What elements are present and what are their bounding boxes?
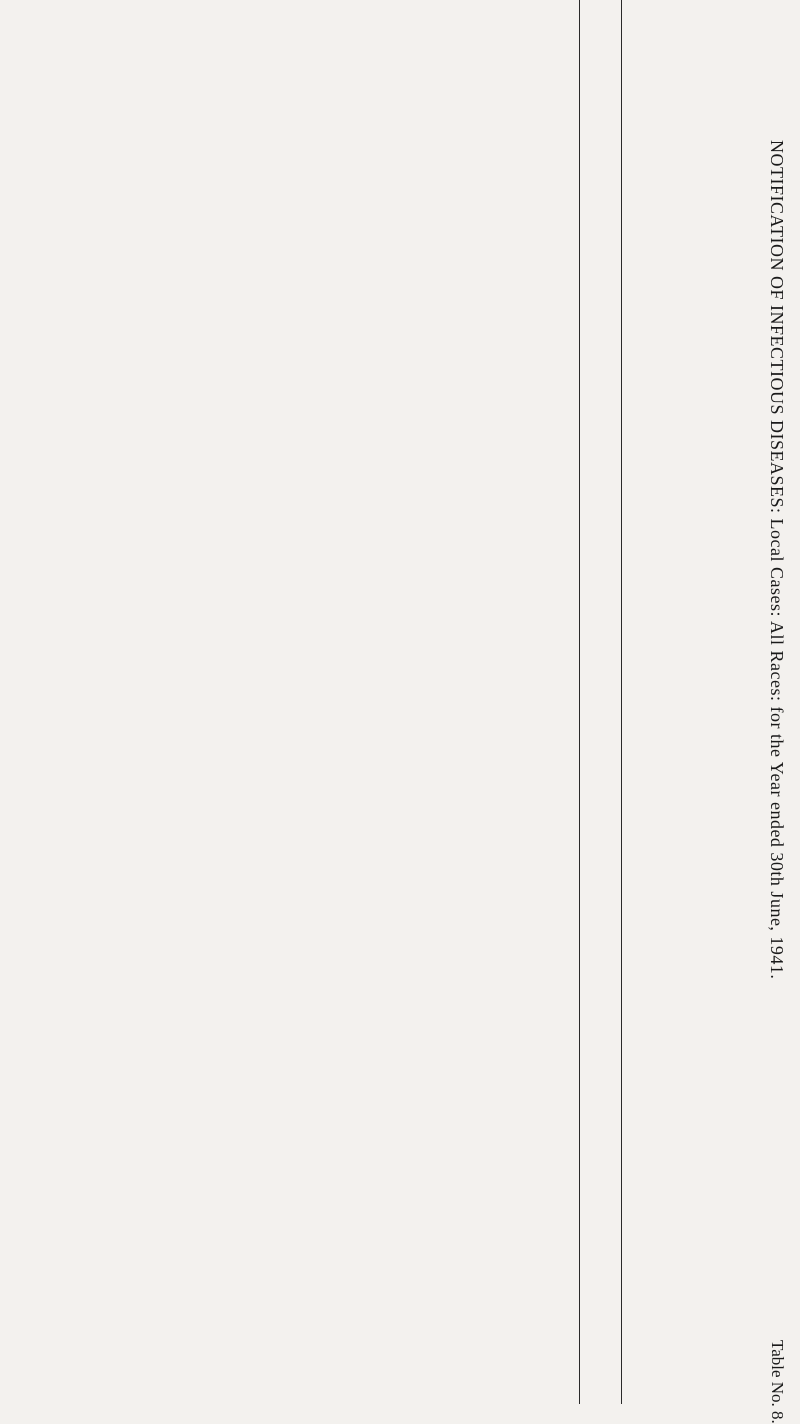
table-title: NOTIFICATION OF INFECTIOUS DISEASES: Local Cases: All Races: for the Year ended 30th June, 1941. (767, 140, 787, 980)
subheader-rule (579, 0, 580, 1404)
table-number: Table No. 8. (768, 1340, 787, 1424)
header-rule (621, 0, 622, 1404)
